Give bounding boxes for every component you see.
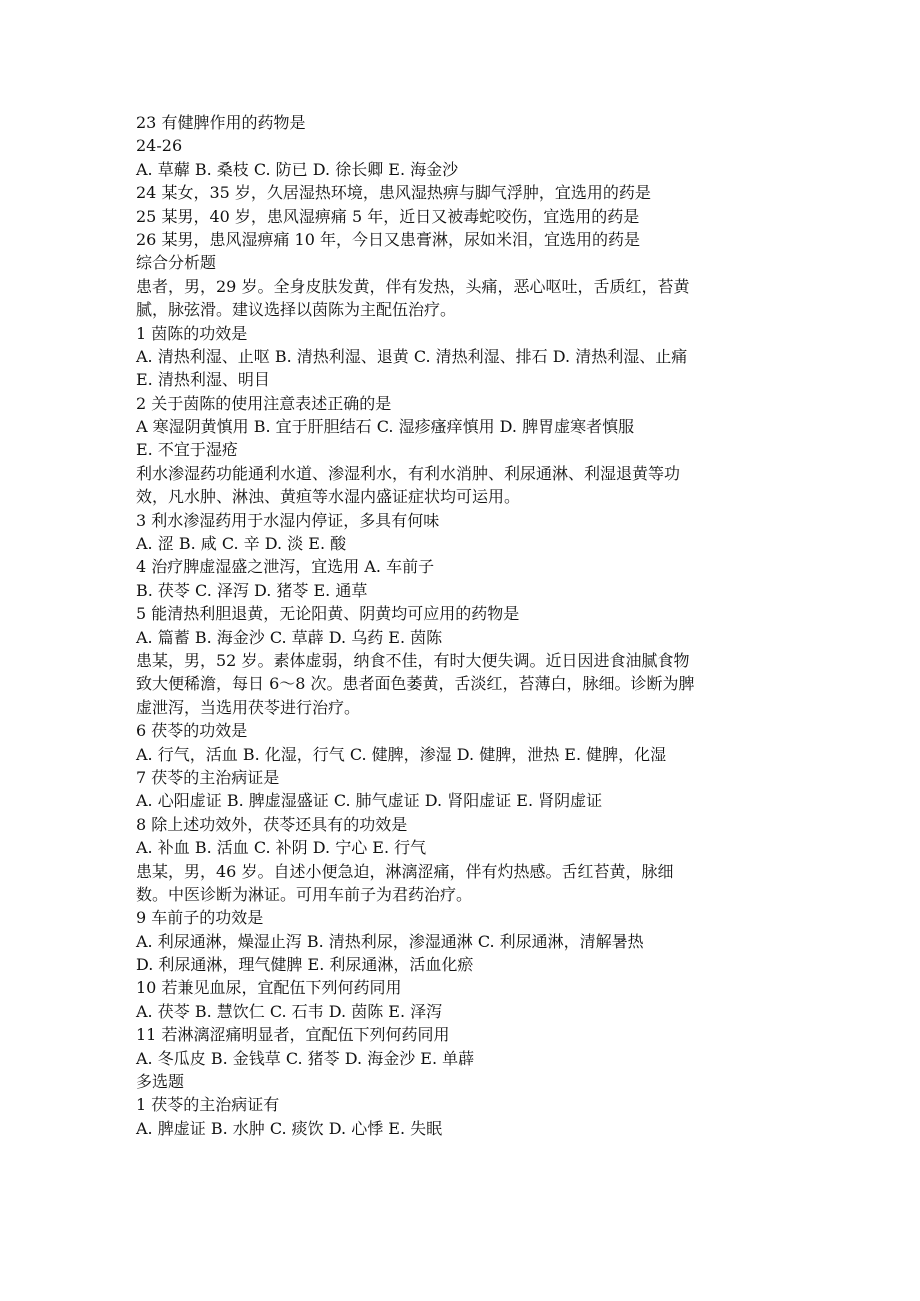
text-line: D. 利尿通淋，理气健脾 E. 利尿通淋，活血化瘀 bbox=[136, 955, 474, 975]
text-line: 患者，男，29 岁。全身皮肤发黄，伴有发热，头痛，恶心呕吐，舌质红，苔黄 bbox=[136, 276, 690, 296]
text-line: E. 清热利湿、明目 bbox=[136, 370, 270, 390]
text-line: 腻，脉弦滑。建议选择以茵陈为主配伍治疗。 bbox=[136, 300, 457, 320]
text-line: 4 治疗脾虚湿盛之泄泻，宜选用 A. 车前子 bbox=[136, 557, 435, 577]
text-line: 患某，男，46 岁。自述小便急迫，淋漓涩痛，伴有灼热感。舌红苔黄，脉细 bbox=[136, 861, 674, 881]
text-line: 2 关于茵陈的使用注意表述正确的是 bbox=[136, 393, 392, 413]
text-line: B. 茯苓 C. 泽泻 D. 猪苓 E. 通草 bbox=[136, 580, 368, 600]
text-line: 9 车前子的功效是 bbox=[136, 908, 264, 928]
document-page bbox=[136, 111, 796, 1140]
text-line: 23 有健脾作用的药物是 bbox=[136, 113, 306, 132]
text-line: 25 某男，40 岁，患风湿痹痛 5 年，近日又被毒蛇咬伤，宜选用的药是 bbox=[136, 206, 640, 226]
text-line: 致大便稀澹，每日 6～8 次。患者面色萎黄，舌淡红，苔薄白，脉细。诊断为脾 bbox=[136, 674, 695, 694]
text-line: A. 心阳虚证 B. 脾虚湿盛证 C. 肺气虚证 D. 肾阳虚证 E. 肾阴虚证 bbox=[136, 791, 603, 811]
text-line: 1 茯苓的主治病证有 bbox=[136, 1095, 280, 1115]
text-line: A. 茯苓 B. 慧饮仁 C. 石韦 D. 茵陈 E. 泽泻 bbox=[136, 1001, 443, 1021]
text-line: 虚泄泻，当选用茯苓进行治疗。 bbox=[136, 697, 361, 717]
text-line: A. 冬瓜皮 B. 金钱草 C. 猪苓 D. 海金沙 E. 单薜 bbox=[136, 1048, 475, 1068]
text-line: A. 利尿通淋，燥湿止泻 B. 清热利尿，渗湿通淋 C. 利尿通淋，清解暑热 bbox=[136, 931, 644, 951]
text-line: A. 篇蓄 B. 海金沙 C. 草薜 D. 乌药 E. 茵陈 bbox=[136, 627, 443, 647]
text-line: 6 茯苓的功效是 bbox=[136, 721, 248, 741]
text-line: 多选题 bbox=[136, 1072, 185, 1092]
text-line: 3 利水渗湿药用于水湿内停证，多具有何味 bbox=[136, 510, 440, 530]
text-line: 7 茯苓的主治病证是 bbox=[136, 767, 280, 787]
text-line: 1 茵陈的功效是 bbox=[136, 323, 248, 343]
text-line: 5 能清热利胆退黄，无论阳黄、阴黄均可应用的药物是 bbox=[136, 604, 520, 624]
text-line: 利水渗湿药功能通利水道、渗湿利水，有利水消肿、利尿通淋、利湿退黄等功 bbox=[136, 463, 681, 483]
text-line: 患某，男，52 岁。素体虚弱，纳食不佳，有时大便失调。近日因进食油腻食物 bbox=[136, 650, 690, 670]
text-line: A. 草薢 B. 桑枝 C. 防已 D. 徐长卿 E. 海金沙 bbox=[136, 159, 459, 179]
text-line: 数。中医诊断为淋证。可用车前子为君药治疗。 bbox=[136, 884, 473, 904]
text-line: 10 若兼见血尿，宜配伍下列何药同用 bbox=[136, 978, 402, 998]
document-body bbox=[136, 111, 796, 1140]
text-line: 8 除上述功效外，茯苓还具有的功效是 bbox=[136, 814, 408, 834]
text-line: 24 某女，35 岁，久居湿热环境，患风湿热痹与脚气浮肿，宜选用的药是 bbox=[136, 183, 651, 203]
text-line: A. 涩 B. 咸 C. 辛 D. 淡 E. 酸 bbox=[136, 534, 347, 554]
text-line: A. 补血 B. 活血 C. 补阴 D. 宁心 E. 行气 bbox=[136, 838, 427, 858]
text-line: 26 某男，患风湿痹痛 10 年，今日又患膏淋，尿如米泪，宜选用的药是 bbox=[136, 229, 640, 249]
text-line: A. 脾虚证 B. 水肿 C. 痰饮 D. 心悸 E. 失眠 bbox=[136, 1118, 443, 1138]
text-line: E. 不宜于湿疮 bbox=[136, 440, 238, 460]
text-line: A 寒湿阴黄慎用 B. 宜于肝胆结石 C. 湿疹瘙痒慎用 D. 脾胃虚寒者慎服 bbox=[136, 417, 635, 437]
text-line: A. 清热利湿、止呕 B. 清热利湿、退黄 C. 清热利湿、排石 D. 清热利湿、止痛 bbox=[136, 346, 688, 366]
text-line: 效，凡水肿、淋浊、黄疸等水湿内盛证症状均可运用。 bbox=[136, 487, 521, 507]
text-line: 11 若淋漓涩痛明显者，宜配伍下列何药同用 bbox=[136, 1025, 450, 1045]
text-line: 24-26 bbox=[136, 136, 183, 156]
text-line: A. 行气，活血 B. 化湿，行气 C. 健脾，渗湿 D. 健脾，泄热 E. 健脾，化湿 bbox=[136, 744, 667, 764]
text-line: 综合分析题 bbox=[136, 253, 217, 273]
